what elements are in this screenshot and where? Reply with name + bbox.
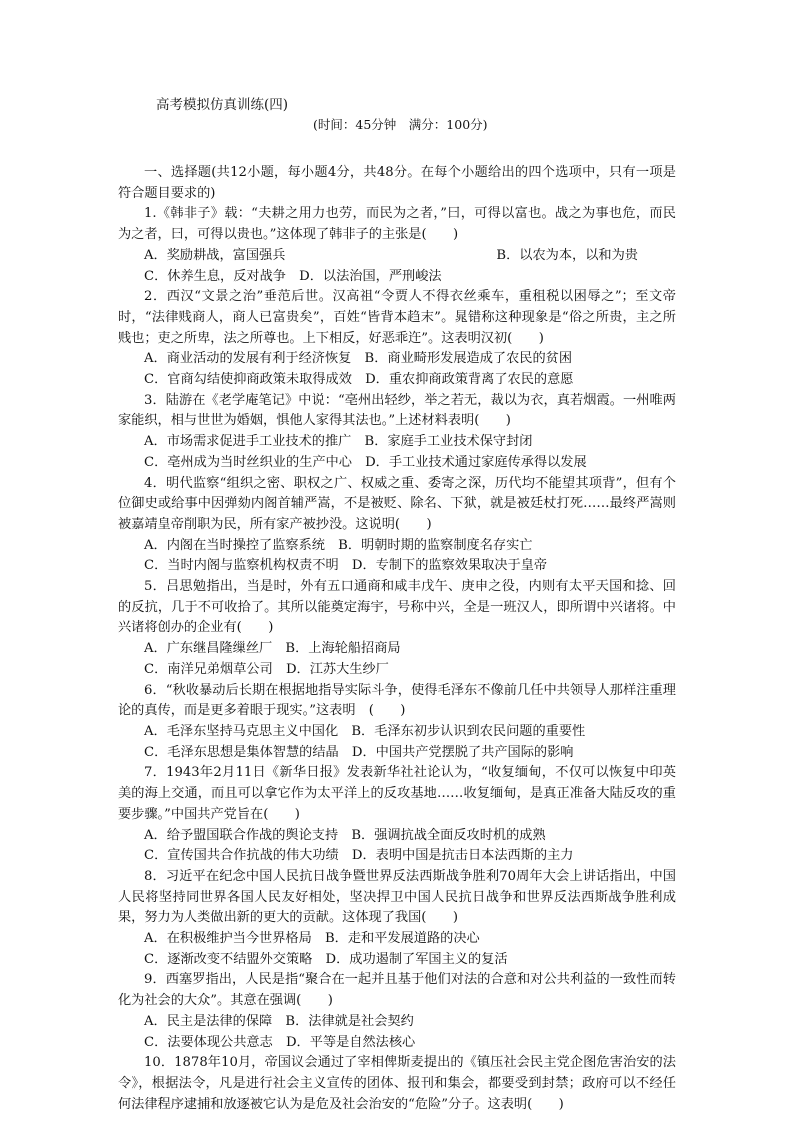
question-options: C．休养生息，反对战争 D．以法治国，严刑峻法 xyxy=(144,268,442,284)
question-options: A．奖励耕战，富国强兵 B．以农为本，以和为贵 xyxy=(144,247,638,263)
question-options: A．广东继昌隆缫丝厂 B．上海轮船招商局 xyxy=(144,641,401,657)
question-stem: 1.《韩非子》载：“夫耕之用力也劳，而民为之者，”曰，可得以富也。战之为事也危，而民为之者，曰，可得以贵也。”这体现了韩非子的主张是( ) xyxy=(118,206,676,243)
exam-info: (时间：45分钟 满分：100分) xyxy=(313,117,488,132)
question-stem: 3．陆游在《老学庵笔记》中说：“亳州出轻纱，举之若无，裁以为衣，真若烟霞。一州唯两家能织，相与世世为婚姻，惧他人家得其法也。”上述材料表明( ) xyxy=(118,392,676,429)
question-options: C．宣传国共合作抗战的伟大功绩 D．表明中国是抗击日本法西斯的主力 xyxy=(144,848,574,864)
question-options: A．市场需求促进手工业技术的推广 B．家庭手工业技术保守封闭 xyxy=(144,434,533,450)
question-options: A．在积极维护当今世界格局 B．走和平发展道路的决心 xyxy=(144,931,480,947)
question-options: A．内阁在当时操控了监察系统 B．明朝时期的监察制度名存实亡 xyxy=(144,537,533,553)
question-options: A．毛泽东坚持马克思主义中国化 B．毛泽东初步认识到农民问题的重要性 xyxy=(144,723,586,739)
question-options: C．亳州成为当时丝织业的生产中心 D．手工业技术通过家庭传承得以发展 xyxy=(144,454,587,470)
question-options: C．官商勾结使抑商政策未取得成效 D．重农抑商政策背离了农民的意愿 xyxy=(144,372,574,388)
question-options: C．逐渐改变不结盟外交策略 D．成功遏制了军国主义的复活 xyxy=(144,951,508,967)
question-options: A．商业活动的发展有利于经济恢复 B．商业畸形发展造成了农民的贫困 xyxy=(144,351,573,367)
question-stem: 6．“秋收暴动后长期在根据地指导实际斗争，使得毛泽东不像前几任中共领导人那样注重理论的真传，而是更多着眼于现实。”这表明 ( ) xyxy=(118,682,676,719)
page-title: 高考模拟仿真训练(四) xyxy=(156,97,289,113)
question-options: C．当时内阁与监察机构权责不明 D．专制下的监察效果取决于皇帝 xyxy=(144,558,548,574)
question-stem: 9．西塞罗指出，人民是指“聚合在一起并且基于他们对法的合意和对公共利益的一致性而转化为社会的大众”。其意在强调( ) xyxy=(118,972,676,1009)
question-stem: 7．1943年2月11日《新华日报》发表新华社社论认为，“收复缅甸，不仅可以恢复中印英美的海上交通，而且可以拿它作为太平洋上的反攻基地……收复缅甸，是真正准备大陆反攻的重要步骤。”中国共产党旨在( ) xyxy=(118,765,676,822)
question-options: A．民主是法律的保障 B．法律就是社会契约 xyxy=(144,1013,414,1029)
question-options: C．毛泽东思想是集体智慧的结晶 D．中国共产党摆脱了共产国际的影响 xyxy=(144,744,574,760)
question-options: C．法要体现公共意志 D．平等是自然法核心 xyxy=(144,1034,416,1050)
question-stem: 4．明代监察“组织之密、职权之广、权威之重、委寄之深，历代均不能望其项背”，但有个位御史或给事中因弹劾内阁首辅严嵩，不是被贬、除名、下狱，就是被廷杖打死……最终严嵩则被嘉靖皇帝削职为民，所有家产被抄没。这说明( ) xyxy=(118,475,676,532)
section-intro: 一、选择题(共12小题，每小题4分，共48分。在每个小题给出的四个选项中，只有一项是符合题目要求的) xyxy=(118,165,676,201)
question-stem: 5．吕思勉指出，当是时，外有五口通商和咸丰戊午、庚申之役，内则有太平天国和捻、回的反抗，几于不可收拾了。其所以能奠定海宇，号称中兴，全是一班汉人，即所谓中兴诸将。中兴诸将创办的企业有( ) xyxy=(118,579,676,636)
question-list xyxy=(118,163,676,1115)
question-stem: 8．习近平在纪念中国人民抗日战争暨世界反法西斯战争胜利70周年大会上讲话指出，中国人民将坚持同世界各国人民友好相处，坚决捍卫中国人民抗日战争和世界反法西斯战争胜利成果，努力为人类做出新的更大的贡献。这体现了我国( ) xyxy=(118,868,676,926)
question-stem: 2．西汉“文景之治”垂范后世。汉高祖“令贾人不得衣丝乘车，重租税以困辱之”；至文帝时，“法律贱商人，商人已富贵矣”，百姓“皆背本趋末”。晁错称这种现象是“俗之所贵，主之所贱也；吏之所卑，法之所尊也。上下相反，好恶乖迕”。这表明汉初( ) xyxy=(118,289,676,346)
question-options: A．给予盟国联合作战的舆论支持 B．强调抗战全面反攻时机的成熟 xyxy=(144,827,546,843)
question-options: C．南洋兄弟烟草公司 D．江苏大生纱厂 xyxy=(144,661,389,677)
question-stem: 10．1878年10月，帝国议会通过了宰相俾斯麦提出的《镇压社会民主党企图危害治安的法令》，根据法令，凡是进行社会主义宣传的团体、报刊和集会，都要受到封禁；政府可以不经任何法律程序逮捕和放逐被它认为是危及社会治安的“危险”分子。这表明( ) xyxy=(118,1055,676,1112)
